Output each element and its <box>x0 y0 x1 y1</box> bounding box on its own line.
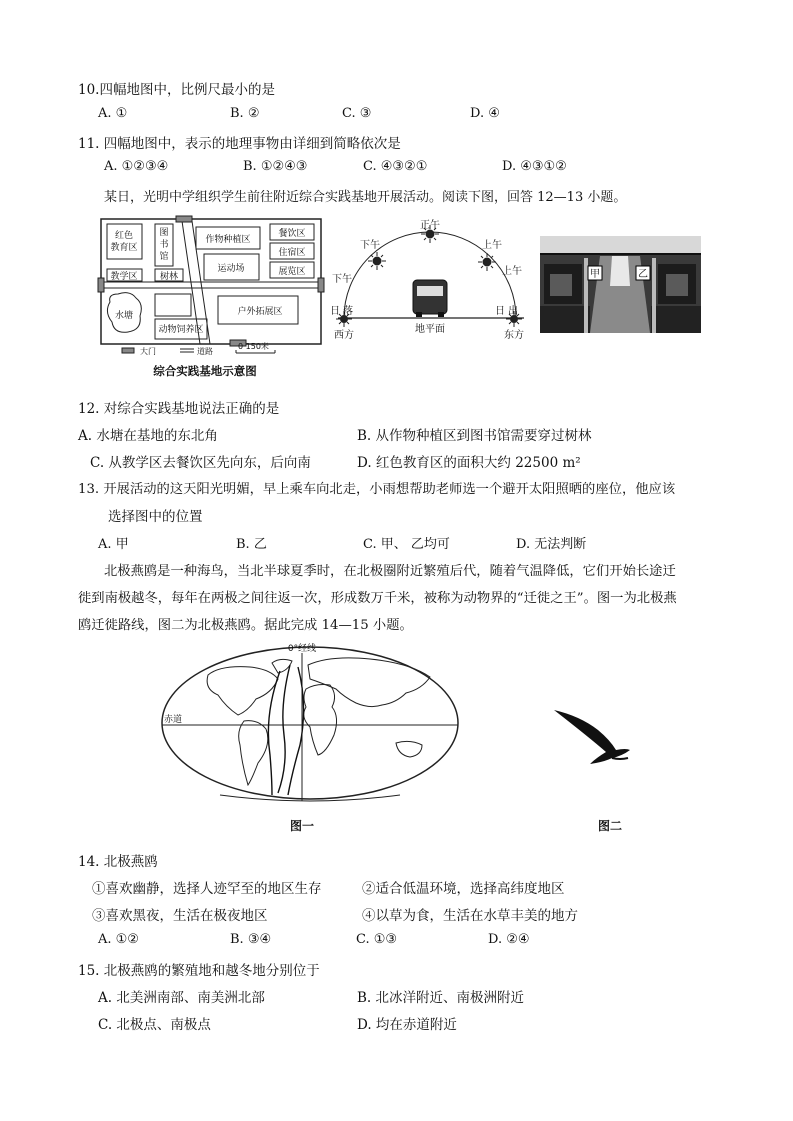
q11-option-b: B. ①②④③ <box>243 159 308 174</box>
seat-yi-label: 乙 <box>638 269 648 280</box>
legend-gate: 大门 <box>140 347 156 356</box>
red-edu-label-1: 红色 <box>114 231 134 241</box>
q15-option-c: C. 北极点、南极点 <box>98 1017 211 1033</box>
intro-14-15-line3: 鸥迁徙路线，图二为北极燕鸥。据此完成 14—15 小题。 <box>78 618 413 633</box>
q14-item-1: ①喜欢幽静，选择人迹罕至的地区生存 <box>92 881 322 897</box>
q15-option-d: D. 均在赤道附近 <box>357 1017 457 1033</box>
q15-option-a: A. 北美洲南部、南美洲北部 <box>98 990 265 1006</box>
q13-stem-cont: 选择图中的位置 <box>108 509 203 525</box>
q13-stem: 13. 开展活动的这天阳光明媚，早上乘车向北走，小雨想帮助老师选一个避开太阳照晒的座位，他应该 <box>78 482 676 497</box>
q12-option-c: C. 从教学区去餐饮区先向东，后向南 <box>90 455 311 471</box>
q14-option-d: D. ②④ <box>488 932 530 947</box>
east-label: 东方 <box>504 330 524 341</box>
sports-label: 运动场 <box>217 264 245 274</box>
q11-option-c: C. ④③②① <box>363 159 428 174</box>
q15-stem: 15. 北极燕鸥的繁殖地和越冬地分别位于 <box>78 963 320 979</box>
intro-14-15-line2: 徙到南极越冬，每年在两极之间往返一次，形成数万千米，被称为动物界的“迁徙之王”。图一为北极燕 <box>78 591 677 606</box>
morning-label-2: 上午 <box>502 266 522 277</box>
q14-option-b: B. ③④ <box>230 932 272 947</box>
q11-option-d: D. ④③①② <box>502 159 567 174</box>
outdoor-label: 户外拓展区 <box>237 307 283 317</box>
sunrise-label: 日 出 <box>495 306 519 317</box>
horizon-label: 地平面 <box>415 324 445 335</box>
animal-label: 动物饲养区 <box>158 325 204 335</box>
afternoon-label-2: 下午 <box>332 274 352 285</box>
exhibit-label: 展览区 <box>278 267 306 277</box>
q14-stem: 14. 北极燕鸥 <box>78 854 158 870</box>
library-label-2: 书 <box>159 240 169 250</box>
sun-path-figure <box>330 216 535 346</box>
q13-option-b: B. 乙 <box>236 537 267 552</box>
intro-14-15-line1: 北极燕鸥是一种海鸟，当北半球夏季时，在北极圈附近繁殖后代，随着气温降低，它们开始长途迁 <box>104 564 676 579</box>
equator-label: 赤道 <box>164 715 183 725</box>
q14-option-c: C. ①③ <box>356 932 398 947</box>
q12-option-b: B. 从作物种植区到图书馆需要穿过树林 <box>357 428 592 444</box>
grove-label: 树林 <box>159 272 179 282</box>
lodging-label: 住宿区 <box>278 248 306 258</box>
base-map-figure <box>100 216 325 386</box>
west-label: 西方 <box>334 330 354 341</box>
noon-label: 正午 <box>420 220 440 231</box>
library-label-1: 图 <box>159 228 169 238</box>
q12-option-d: D. 红色教育区的面积大约 22500 m² <box>357 455 581 471</box>
sunset-label: 日 落 <box>330 306 354 317</box>
q10-stem: 10.四幅地图中，比例尺最小的是 <box>78 82 275 98</box>
q11-option-a: A. ①②③④ <box>104 159 169 174</box>
q14-item-3: ③喜欢黑夜，生活在极夜地区 <box>92 908 268 924</box>
q14-item-2: ②适合低温环境，选择高纬度地区 <box>362 881 565 897</box>
q12-option-a: A. 水塘在基地的东北角 <box>78 428 218 444</box>
q13-option-d: D. 无法判断 <box>516 537 587 552</box>
q10-option-a: A. ① <box>98 106 128 121</box>
afternoon-label-1: 下午 <box>360 240 380 251</box>
meridian-label: 0°经线 <box>287 644 317 654</box>
q13-option-a: A. 甲 <box>98 537 129 552</box>
arctic-tern-figure <box>550 700 650 840</box>
q10-option-c: C. ③ <box>342 106 372 121</box>
q10-option-b: B. ② <box>230 106 260 121</box>
scale-label: 0 150米 <box>238 342 269 351</box>
q14-item-4: ④以草为食，生活在水草丰美的地方 <box>362 908 578 924</box>
pond-label: 水塘 <box>114 311 134 321</box>
dining-label: 餐饮区 <box>278 229 306 239</box>
world-migration-map <box>160 645 460 845</box>
red-edu-label-2: 教育区 <box>110 243 138 253</box>
q14-option-a: A. ①② <box>98 932 139 947</box>
seat-jia-label: 甲 <box>590 269 600 280</box>
figure-one-caption: 图一 <box>289 819 315 833</box>
base-map-caption: 综合实践基地示意图 <box>153 364 257 378</box>
q13-option-c: C. 甲、 乙均可 <box>363 537 450 552</box>
legend-road: 道路 <box>197 347 213 356</box>
intro-12-13: 某日，光明中学组织学生前往附近综合实践基地开展活动。阅读下图，回答 12—13 小题。 <box>104 190 627 205</box>
q10-option-d: D. ④ <box>470 106 500 121</box>
teaching-label: 教学区 <box>110 272 138 282</box>
q12-stem: 12. 对综合实践基地说法正确的是 <box>78 401 280 417</box>
q11-stem: 11. 四幅地图中，表示的地理事物由详细到简略依次是 <box>78 136 401 152</box>
crop-label: 作物种植区 <box>205 235 251 245</box>
library-label-3: 馆 <box>159 252 169 262</box>
bus-interior-photo <box>540 236 701 333</box>
q15-option-b: B. 北冰洋附近、南极洲附近 <box>357 990 525 1006</box>
morning-label-1: 上午 <box>482 240 502 251</box>
figure-two-caption: 图二 <box>597 819 623 833</box>
